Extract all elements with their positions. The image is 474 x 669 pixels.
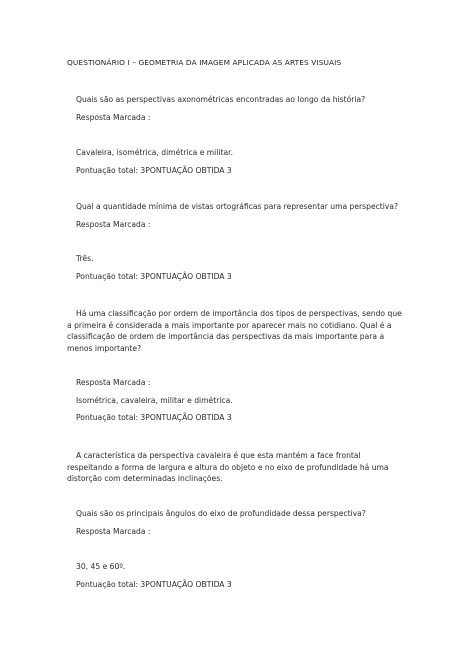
question-4: Quais são os principais ângulos do eixo de profundidade dessa perspectiva? xyxy=(76,509,366,518)
answer-2: Três. xyxy=(76,254,94,263)
question-3: Há uma classificação por ordem de importância dos tipos de perspectivas, sendo que a primeira é considerada a mais importante por aparecer mais no cotidiano. Qual é a classificação de ordem de importância das perspectivas da mais importante para a menos importante? xyxy=(67,309,402,353)
document-title: QUESTIONÁRIO I – GEOMETRIA DA IMAGEM APLICADA AS ARTES VISUAIS xyxy=(67,58,342,67)
answer-1: Cavaleira, isométrica, dimétrica e militar. xyxy=(76,148,233,157)
score-1: Pontuação total: 3PONTUAÇÃO OBTIDA 3 xyxy=(76,166,232,175)
statement-4: A característica da perspectiva cavaleira é que esta mantém a face frontal respeitando a forma de largura e altura do objeto e no eixo de profundidade há uma distorção com determinadas inclinações. xyxy=(67,451,389,484)
score-4: Pontuação total: 3PONTUAÇÃO OBTIDA 3 xyxy=(76,580,232,589)
answer-label-3: Resposta Marcada : xyxy=(76,378,151,387)
question-1: Quais são as perspectivas axonométricas encontradas ao longo da história? xyxy=(76,95,366,104)
answer-label-1: Resposta Marcada : xyxy=(76,113,151,122)
answer-label-2: Resposta Marcada : xyxy=(76,220,151,229)
score-3: Pontuação total: 3PONTUAÇÃO OBTIDA 3 xyxy=(76,413,232,422)
answer-3: Isométrica, cavaleira, militar e dimétrica. xyxy=(76,396,233,405)
answer-4: 30, 45 e 60º. xyxy=(76,562,126,571)
score-2: Pontuação total: 3PONTUAÇÃO OBTIDA 3 xyxy=(76,272,232,281)
question-2: Qual a quantidade mínima de vistas ortográficas para representar uma perspectiva? xyxy=(76,202,399,211)
answer-label-4: Resposta Marcada : xyxy=(76,527,151,536)
